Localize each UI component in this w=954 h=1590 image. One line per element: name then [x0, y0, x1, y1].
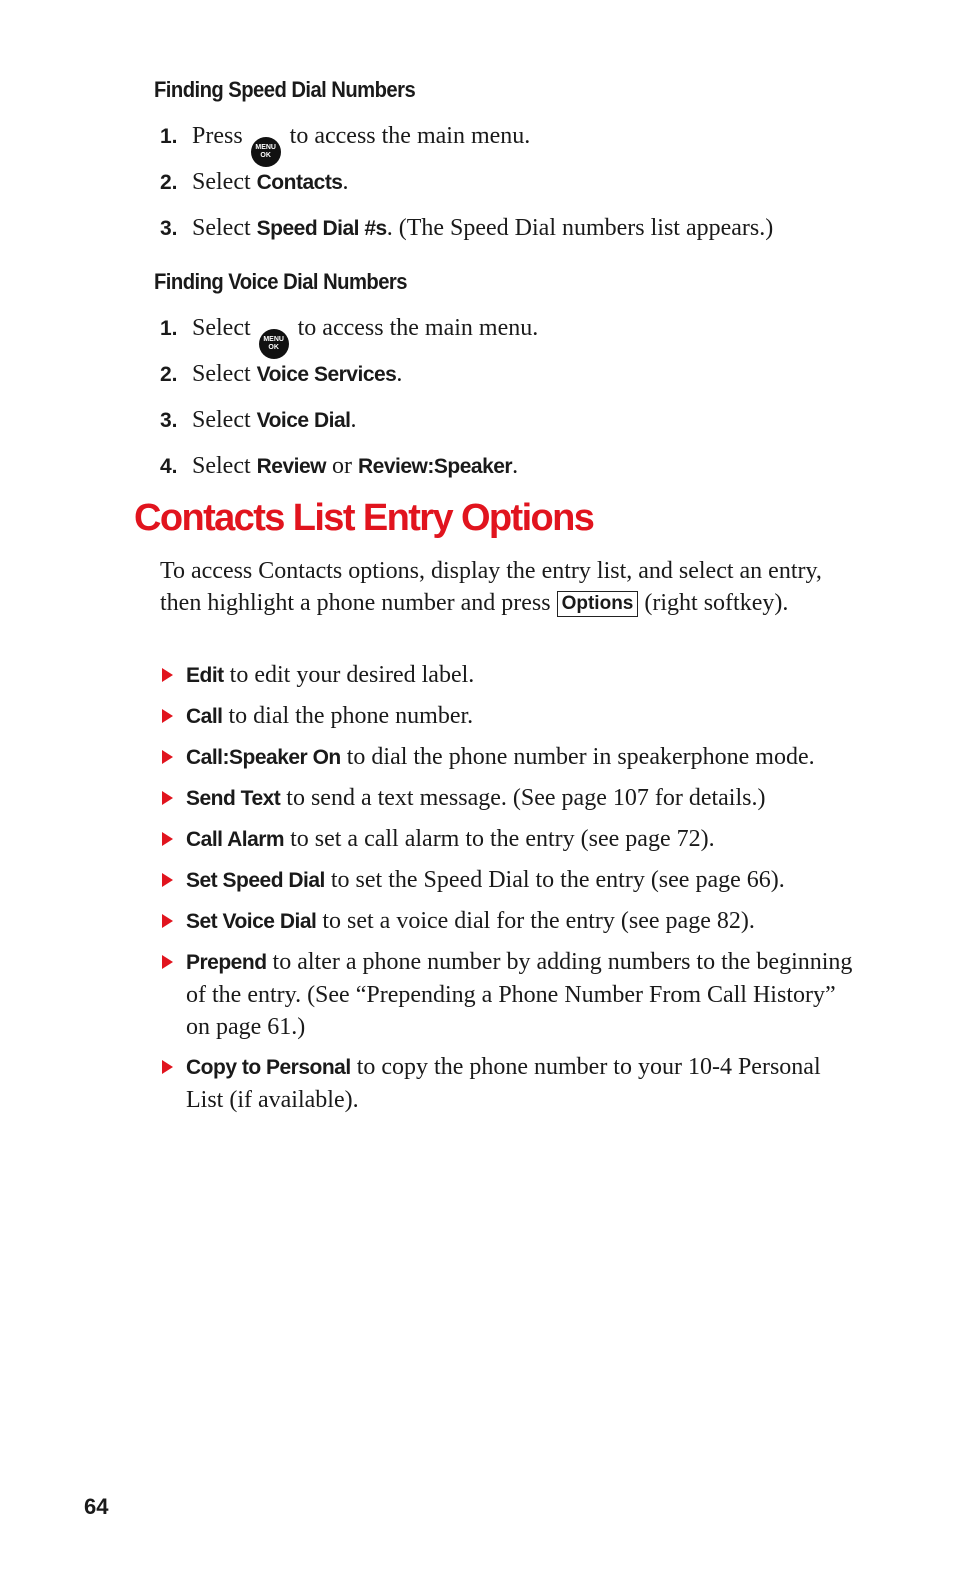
step-text: or — [332, 453, 353, 479]
step-number: 1. — [160, 125, 178, 148]
menu-item-name: Voice Dial — [256, 409, 351, 432]
intro-text: To access Contacts options, display the entry list, and select an entry, then highlight a phone number and press — [160, 558, 822, 616]
step-text: . (The Speed Dial numbers list appears.) — [386, 215, 774, 241]
menu-item-name: Voice Services — [256, 363, 397, 386]
speed-dial-step-2 — [160, 169, 349, 196]
page-number: 64 — [84, 1494, 109, 1519]
step-text: to access the main menu. — [297, 315, 539, 341]
option-name: Copy to Personal — [186, 1056, 351, 1079]
step-text: . — [342, 169, 349, 195]
menu-item-name: Speed Dial #s — [256, 217, 387, 240]
intro-text-end: (right softkey). — [644, 590, 789, 616]
option-desc: to set a call alarm to the entry (see page 72). — [290, 826, 715, 852]
menu-item-name: Contacts — [256, 171, 343, 194]
step-text: Select — [192, 315, 251, 341]
intro-paragraph — [160, 555, 850, 619]
bullet-triangle-icon — [162, 832, 173, 846]
step-number: 2. — [160, 171, 178, 194]
section-heading-speed-dial: Finding Speed Dial Numbers — [154, 77, 416, 102]
list-item-prepend — [160, 946, 860, 1043]
step-text: Press — [192, 123, 243, 149]
list-item-copy-to-personal — [160, 1051, 860, 1116]
step-number: 2. — [160, 363, 178, 386]
option-desc: to alter a phone number by adding numbers to the beginning of the entry. (See “Prepending a Phone Number From Call History” on page 61.) — [186, 949, 853, 1040]
option-name: Set Speed Dial — [186, 869, 325, 892]
section-heading-voice-dial: Finding Voice Dial Numbers — [154, 269, 407, 294]
option-desc: to copy the phone number to your 10-4 Personal List (if available). — [186, 1054, 821, 1113]
list-item-call-speaker — [160, 741, 860, 774]
list-item-set-voice-dial — [160, 905, 860, 938]
option-name: Call Alarm — [186, 828, 285, 851]
bullet-triangle-icon — [162, 709, 173, 723]
options-softkey-label: Options — [557, 591, 639, 617]
option-desc: to edit your desired label. — [229, 662, 475, 688]
option-name: Edit — [186, 664, 224, 687]
option-name: Prepend — [186, 951, 267, 974]
step-number: 3. — [160, 217, 178, 240]
bullet-triangle-icon — [162, 1060, 173, 1074]
option-desc: to set the Speed Dial to the entry (see page 66). — [330, 867, 785, 893]
option-name: Send Text — [186, 787, 281, 810]
options-list — [160, 659, 860, 1124]
page-title: Contacts List Entry Options — [134, 497, 594, 539]
step-text: Select — [192, 361, 251, 387]
list-item-send-text — [160, 782, 860, 815]
step-text: Select — [192, 169, 251, 195]
bullet-triangle-icon — [162, 873, 173, 887]
option-desc: to dial the phone number in speakerphone mode. — [346, 744, 815, 770]
bullet-triangle-icon — [162, 955, 173, 969]
bullet-triangle-icon — [162, 791, 173, 805]
menu-item-name: Review:Speaker — [358, 455, 513, 478]
step-text: Select — [192, 215, 251, 241]
option-name: Call:Speaker On — [186, 746, 341, 769]
step-number: 4. — [160, 455, 178, 478]
bullet-triangle-icon — [162, 914, 173, 928]
menu-ok-key-icon: MENU OK — [251, 137, 281, 167]
voice-dial-step-1 — [160, 315, 538, 359]
step-text: . — [396, 361, 403, 387]
menu-ok-key-icon: MENU OK — [259, 329, 289, 359]
step-number: 3. — [160, 409, 178, 432]
option-desc: to send a text message. (See page 107 for details.) — [286, 785, 766, 811]
step-number: 1. — [160, 317, 178, 340]
option-name: Set Voice Dial — [186, 910, 317, 933]
speed-dial-step-1 — [160, 123, 530, 167]
step-text: . — [512, 453, 519, 479]
list-item-edit — [160, 659, 860, 692]
menu-item-name: Review — [256, 455, 327, 478]
voice-dial-step-3 — [160, 407, 356, 434]
list-item-call-alarm — [160, 823, 860, 856]
option-desc: to dial the phone number. — [228, 703, 474, 729]
bullet-triangle-icon — [162, 750, 173, 764]
option-name: Call — [186, 705, 223, 728]
step-text: to access the main menu. — [289, 123, 531, 149]
bullet-triangle-icon — [162, 668, 173, 682]
list-item-call — [160, 700, 860, 733]
voice-dial-step-2 — [160, 361, 402, 388]
speed-dial-step-3 — [160, 215, 773, 242]
step-text: Select — [192, 453, 251, 479]
list-item-set-speed-dial — [160, 864, 860, 897]
step-text: Select — [192, 407, 251, 433]
voice-dial-step-4 — [160, 453, 518, 480]
option-desc: to set a voice dial for the entry (see page 82). — [322, 908, 755, 934]
step-text: . — [350, 407, 357, 433]
